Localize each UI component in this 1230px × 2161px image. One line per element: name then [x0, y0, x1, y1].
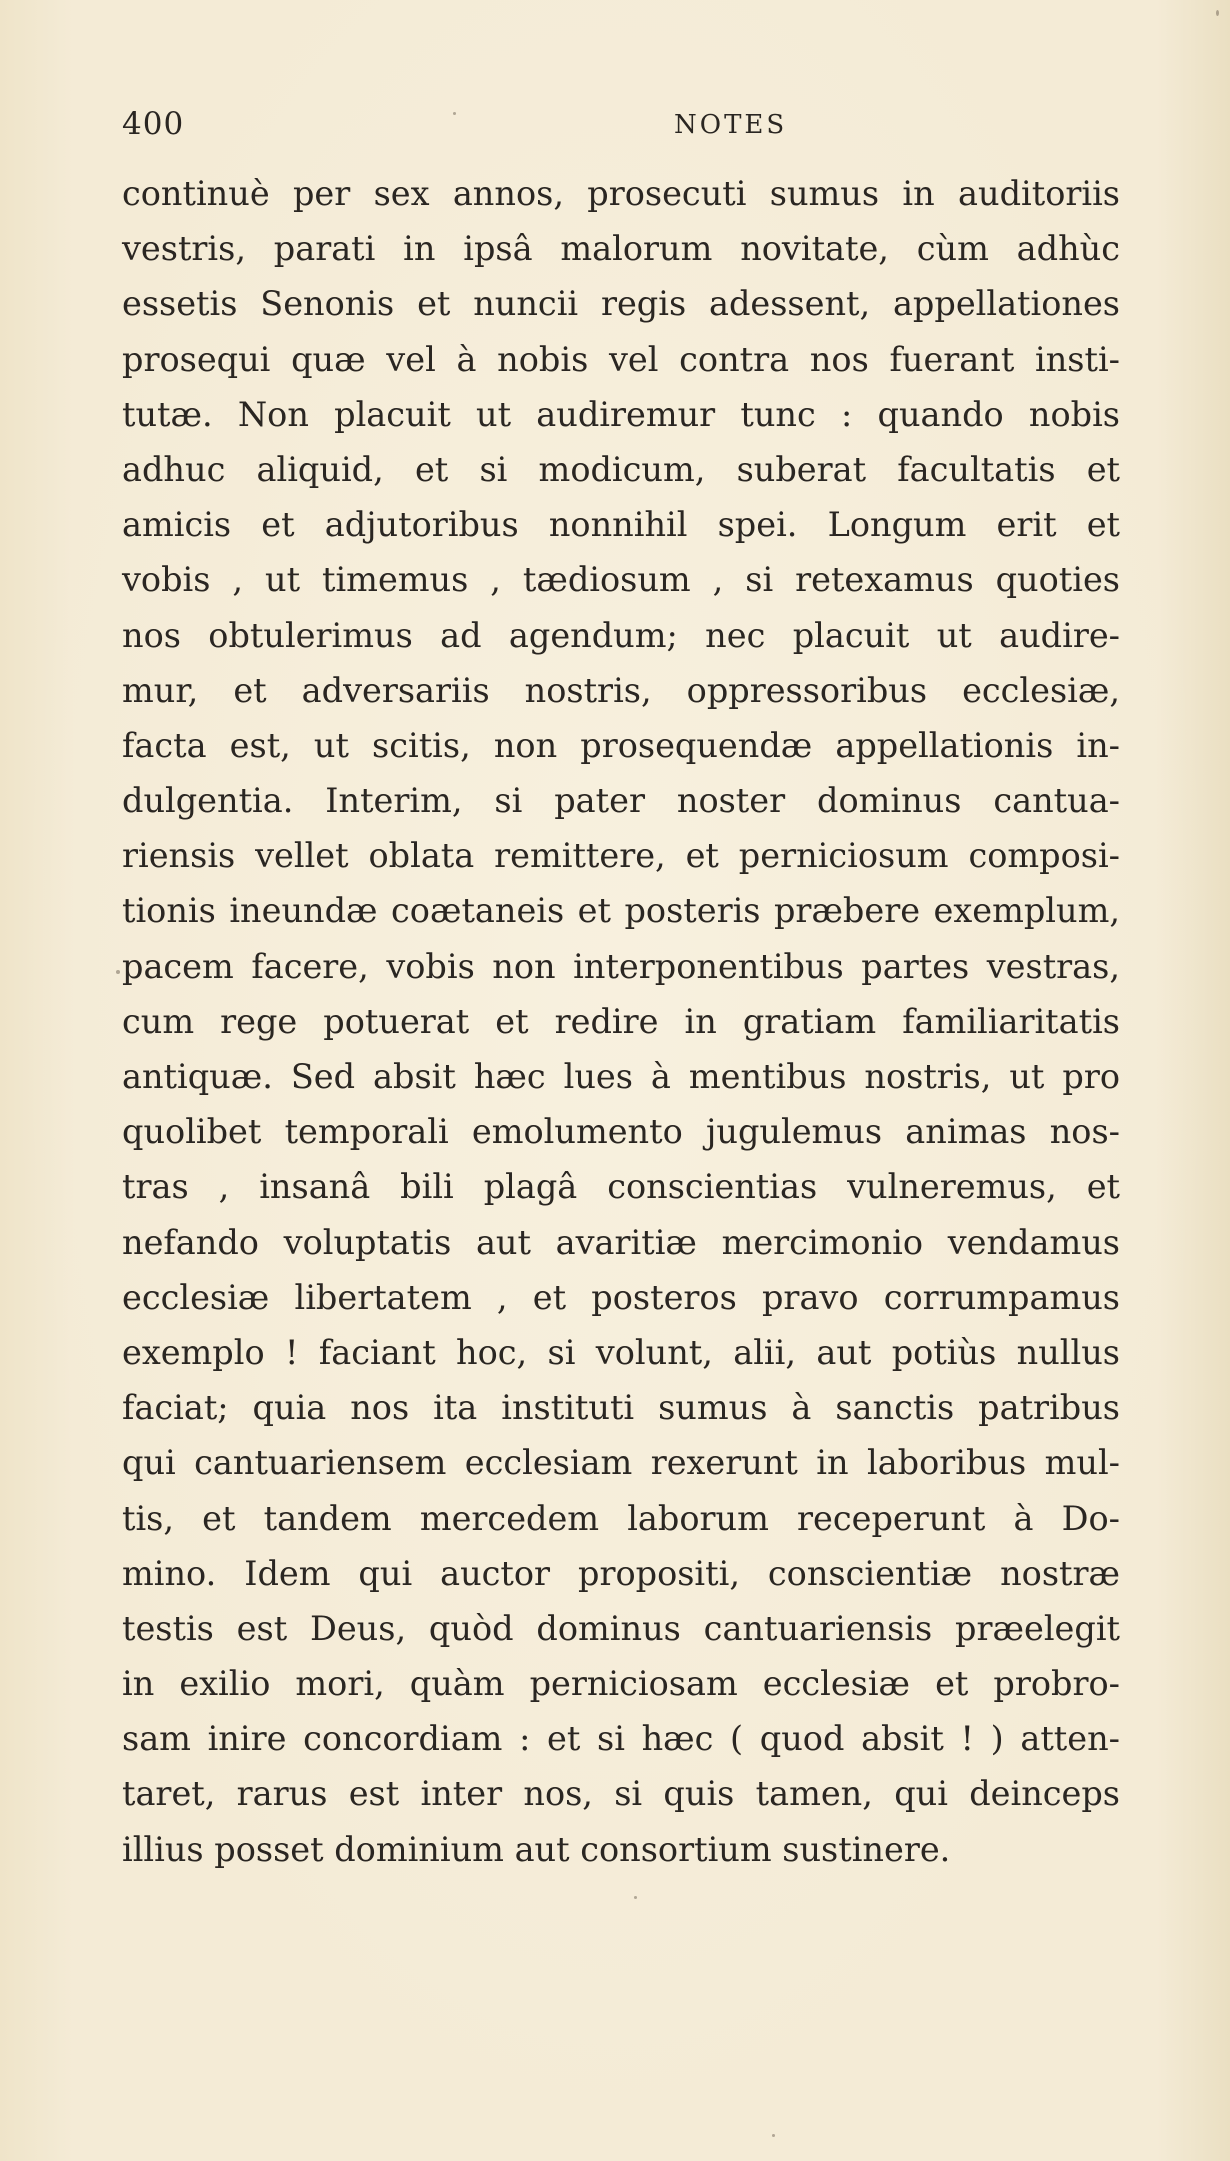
text-line: tis, et tandem mercedem laborum receperunt à Do-	[122, 1498, 1120, 1538]
text-line: amicis et adjutoribus nonnihil spei. Longum erit et	[122, 505, 1120, 545]
text-line: nos obtulerimus ad agendum; nec placuit ut audire-	[122, 615, 1120, 655]
text-line: vestris, parati in ipsâ malorum novitate, cùm adhùc	[122, 229, 1120, 269]
text-line: illius posset dominium aut consortium sustinere.	[122, 1829, 951, 1869]
text-line: taret, rarus est inter nos, si quis tamen, qui deinceps	[122, 1774, 1120, 1814]
text-line: facta est, ut scitis, non prosequendæ appellationis in-	[122, 725, 1120, 765]
text-line: mino. Idem qui auctor propositi, conscientiæ nostræ	[122, 1553, 1120, 1593]
text-line: tutæ. Non placuit ut audiremur tunc : quando nobis	[122, 394, 1120, 434]
paper-speck	[772, 2134, 775, 2137]
page-header	[122, 106, 1122, 150]
text-line: testis est Deus, quòd dominus cantuariensis præelegit	[122, 1608, 1120, 1648]
text-line: riensis vellet oblata remittere, et perniciosum composi-	[122, 836, 1120, 876]
text-line: antiquæ. Sed absit hæc lues à mentibus nostris, ut pro	[122, 1057, 1120, 1096]
paper-speck	[1216, 10, 1219, 16]
text-line: dulgentia. Interim, si pater noster dominus cantua-	[122, 781, 1120, 821]
page-number: 400	[122, 106, 185, 142]
paper-speck	[634, 1896, 637, 1899]
paper-speck	[116, 970, 120, 974]
text-line: tras , insanâ bili plagâ conscientias vulneremus, et	[122, 1167, 1120, 1207]
text-line: faciat; quia nos ita instituti sumus à sanctis patribus	[122, 1388, 1120, 1428]
body-text	[122, 166, 1120, 1877]
text-line: mur, et adversariis nostris, oppressoribus ecclesiæ,	[122, 670, 1120, 710]
text-line: quolibet temporali emolumento jugulemus animas nos-	[122, 1112, 1120, 1152]
text-line: nefando voluptatis aut avaritiæ mercimonio vendamus	[122, 1222, 1120, 1262]
text-line: in exilio mori, quàm perniciosam ecclesiæ et probro-	[122, 1664, 1120, 1704]
text-line: tionis ineundæ coætaneis et posteris præbere exemplum,	[122, 891, 1120, 931]
text-line: essetis Senonis et nuncii regis adessent, appellationes	[122, 284, 1120, 324]
text-line: cum rege potuerat et redire in gratiam familiaritatis	[122, 1001, 1120, 1041]
text-line: qui cantuariensem ecclesiam rexerunt in laboribus mul-	[122, 1443, 1120, 1483]
paper-speck	[453, 112, 456, 115]
text-line: continuè per sex annos, prosecuti sumus in auditoriis	[122, 174, 1120, 213]
text-line: adhuc aliquid, et si modicum, suberat facultatis et	[122, 449, 1120, 489]
text-line: ecclesiæ libertatem , et posteros pravo corrumpamus	[122, 1277, 1120, 1317]
text-line: pacem facere, vobis non interponentibus partes vestras,	[122, 946, 1120, 986]
text-line: vobis , ut timemus , tædiosum , si retexamus quoties	[122, 560, 1120, 600]
text-line: exemplo ! faciant hoc, si volunt, alii, aut potiùs nullus	[122, 1332, 1120, 1372]
text-line: prosequi quæ vel à nobis vel contra nos fuerant insti-	[122, 339, 1120, 379]
text-line: sam inire concordiam : et si hæc ( quod absit ! ) atten-	[122, 1719, 1120, 1759]
running-head: NOTES	[674, 110, 788, 140]
